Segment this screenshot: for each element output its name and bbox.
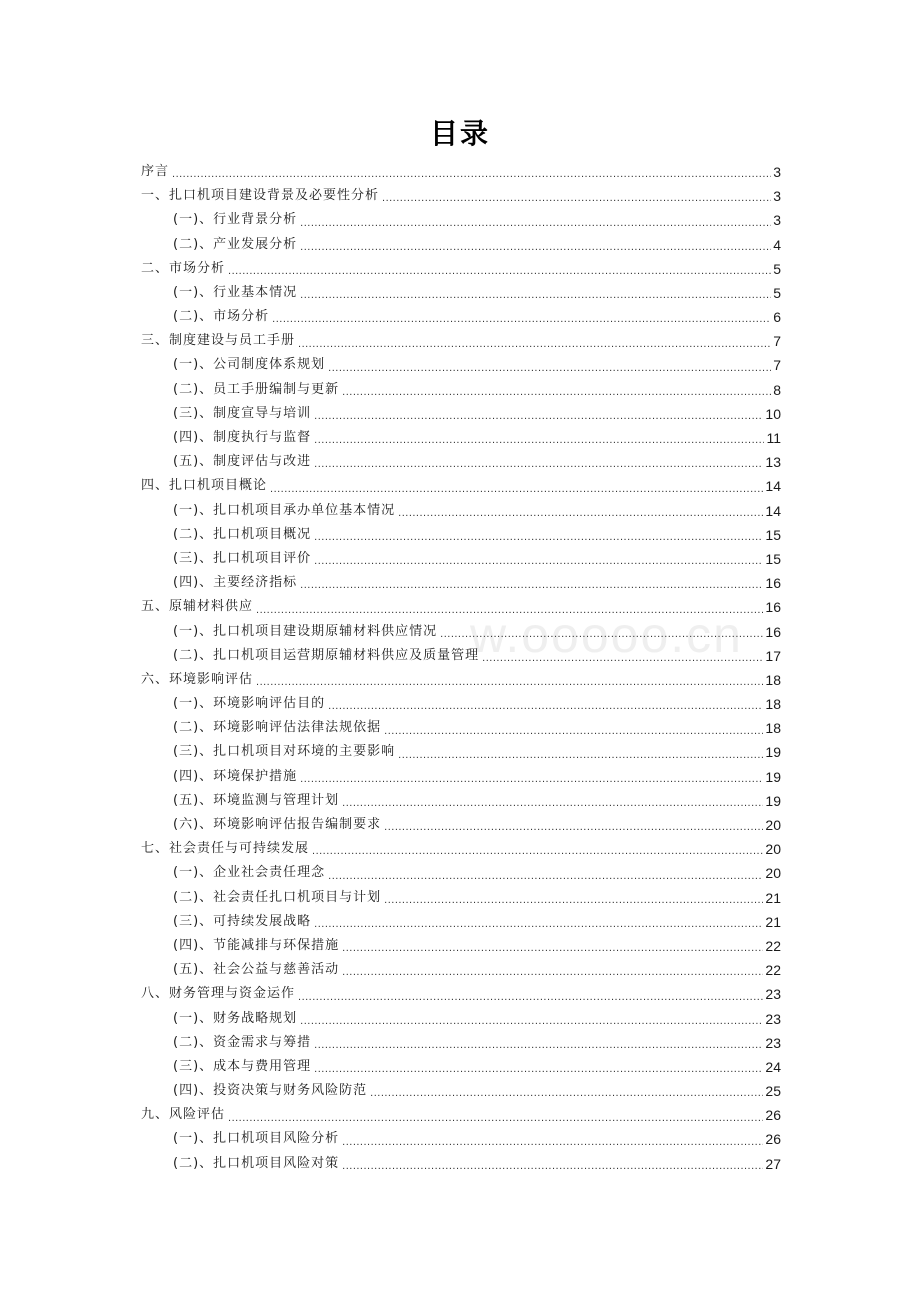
toc-entry-label: (五)、制度评估与改进: [173, 454, 312, 470]
toc-entry-page-number: 3: [773, 188, 781, 205]
toc-entry-label: (二)、市场分析: [173, 309, 270, 325]
toc-entry[interactable]: [141, 160, 781, 184]
table-of-contents: [141, 160, 781, 1176]
toc-entry[interactable]: [141, 1055, 781, 1079]
toc-entry-label: 五、原辅材料供应: [141, 599, 254, 615]
toc-entry-label: (三)、制度宣导与培训: [173, 405, 312, 421]
toc-entry[interactable]: [141, 257, 781, 281]
toc-entry-page-number: 23: [765, 1010, 781, 1027]
toc-entry-page-number: 21: [765, 889, 781, 906]
toc-entry-page-number: 16: [765, 623, 781, 640]
toc-leader-dots: [342, 1132, 763, 1152]
toc-leader-dots: [384, 817, 763, 837]
toc-entry-page-number: 10: [765, 405, 781, 422]
toc-leader-dots: [228, 1108, 763, 1128]
toc-entry-page-number: 14: [765, 478, 781, 495]
toc-entry[interactable]: [141, 233, 781, 257]
toc-entry-page-number: 20: [765, 865, 781, 882]
toc-leader-dots: [398, 503, 763, 523]
toc-entry-label: (四)、制度执行与监督: [173, 430, 312, 446]
toc-entry-label: 四、扎口机项目概论: [141, 478, 268, 494]
toc-entry[interactable]: [141, 886, 781, 910]
toc-leader-dots: [398, 745, 763, 765]
toc-entry[interactable]: [141, 1103, 781, 1127]
toc-entry[interactable]: [141, 1031, 781, 1055]
toc-entry-label: 七、社会责任与可持续发展: [141, 841, 310, 857]
toc-entry-label: 一、扎口机项目建设背景及必要性分析: [141, 188, 380, 204]
toc-entry-page-number: 5: [773, 284, 781, 301]
toc-entry-label: (三)、成本与费用管理: [173, 1058, 312, 1074]
toc-leader-dots: [342, 793, 763, 813]
toc-entry[interactable]: [141, 499, 781, 523]
toc-entry-page-number: 18: [765, 696, 781, 713]
toc-leader-dots: [300, 213, 771, 233]
toc-leader-dots: [270, 479, 763, 499]
toc-entry-page-number: 4: [773, 236, 781, 253]
toc-leader-dots: [314, 406, 763, 426]
toc-leader-dots: [314, 430, 764, 450]
toc-entry[interactable]: [141, 329, 781, 353]
toc-entry[interactable]: [141, 668, 781, 692]
toc-entry-label: (一)、行业基本情况: [173, 284, 298, 300]
toc-entry-page-number: 19: [765, 768, 781, 785]
toc-entry[interactable]: [141, 934, 781, 958]
watermark: w.ooooo.cn: [470, 607, 743, 663]
toc-entry-label: (二)、扎口机项目运营期原辅材料供应及质量管理: [173, 647, 480, 663]
toc-leader-dots: [272, 309, 771, 329]
toc-entry-page-number: 8: [773, 381, 781, 398]
toc-leader-dots: [256, 672, 763, 692]
toc-entry-label: (二)、扎口机项目风险对策: [173, 1155, 340, 1171]
toc-leader-dots: [298, 334, 771, 354]
toc-entry[interactable]: [141, 644, 781, 668]
toc-entry-label: (四)、主要经济指标: [173, 575, 298, 591]
toc-entry-label: (二)、社会责任扎口机项目与计划: [173, 889, 382, 905]
toc-entry[interactable]: [141, 837, 781, 861]
toc-entry[interactable]: [141, 378, 781, 402]
toc-entry-label: (五)、社会公益与慈善活动: [173, 962, 340, 978]
toc-entry[interactable]: [141, 547, 781, 571]
toc-entry[interactable]: [141, 208, 781, 232]
toc-entry[interactable]: [141, 184, 781, 208]
toc-entry-page-number: 17: [765, 647, 781, 664]
toc-entry-page-number: 15: [765, 550, 781, 567]
toc-leader-dots: [314, 454, 763, 474]
toc-entry-page-number: 26: [765, 1131, 781, 1148]
toc-entry-label: (一)、环境影响评估目的: [173, 696, 326, 712]
toc-entry-page-number: 18: [765, 720, 781, 737]
toc-entry-page-number: 19: [765, 744, 781, 761]
toc-entry-page-number: 20: [765, 817, 781, 834]
toc-entry-label: (四)、投资决策与财务风险防范: [173, 1083, 368, 1099]
toc-leader-dots: [382, 188, 771, 208]
toc-entry[interactable]: [141, 982, 781, 1006]
toc-entry-label: (一)、企业社会责任理念: [173, 865, 326, 881]
toc-entry-label: 九、风险评估: [141, 1107, 226, 1123]
toc-leader-dots: [384, 721, 763, 741]
toc-entry[interactable]: [141, 354, 781, 378]
toc-leader-dots: [256, 600, 763, 620]
toc-entry[interactable]: [141, 281, 781, 305]
toc-entry[interactable]: [141, 789, 781, 813]
toc-leader-dots: [370, 1083, 763, 1103]
toc-entry[interactable]: [141, 1128, 781, 1152]
toc-leader-dots: [172, 164, 771, 184]
toc-entry-label: (三)、扎口机项目评价: [173, 550, 312, 566]
toc-entry-page-number: 3: [773, 212, 781, 229]
toc-entry-page-number: 7: [773, 357, 781, 374]
toc-entry[interactable]: [141, 450, 781, 474]
toc-entry-page-number: 22: [765, 962, 781, 979]
toc-entry[interactable]: [141, 813, 781, 837]
toc-leader-dots: [314, 1035, 763, 1055]
toc-leader-dots: [328, 866, 763, 886]
toc-entry-label: (一)、财务战略规划: [173, 1010, 298, 1026]
toc-entry-label: 六、环境影响评估: [141, 671, 254, 687]
toc-entry[interactable]: [141, 426, 781, 450]
toc-entry-page-number: 22: [765, 937, 781, 954]
toc-entry-page-number: 20: [765, 841, 781, 858]
toc-entry-page-number: 23: [765, 1034, 781, 1051]
toc-entry[interactable]: [141, 620, 781, 644]
toc-entry-page-number: 24: [765, 1058, 781, 1075]
toc-entry-page-number: 26: [765, 1107, 781, 1124]
toc-leader-dots: [300, 575, 763, 595]
toc-entry[interactable]: [141, 571, 781, 595]
toc-entry-label: (五)、环境监测与管理计划: [173, 792, 340, 808]
toc-entry-label: (三)、扎口机项目对环境的主要影响: [173, 744, 396, 760]
toc-leader-dots: [314, 1059, 763, 1079]
toc-entry-page-number: 27: [765, 1155, 781, 1172]
toc-leader-dots: [342, 938, 763, 958]
toc-leader-dots: [314, 914, 763, 934]
toc-leader-dots: [300, 285, 771, 305]
toc-entry-page-number: 18: [765, 671, 781, 688]
toc-entry-label: (三)、可持续发展战略: [173, 913, 312, 929]
toc-entry-page-number: 19: [765, 792, 781, 809]
toc-leader-dots: [312, 841, 763, 861]
toc-leader-dots: [328, 696, 763, 716]
toc-entry-label: 八、财务管理与资金运作: [141, 986, 296, 1002]
toc-entry-page-number: 11: [766, 430, 781, 447]
toc-entry-label: 序言: [141, 163, 170, 179]
toc-entry-label: (一)、扎口机项目风险分析: [173, 1131, 340, 1147]
toc-leader-dots: [384, 890, 763, 910]
toc-leader-dots: [314, 527, 763, 547]
toc-entry[interactable]: [141, 595, 781, 619]
toc-entry[interactable]: [141, 1079, 781, 1103]
toc-leader-dots: [342, 1156, 763, 1176]
toc-entry[interactable]: [141, 692, 781, 716]
toc-leader-dots: [314, 551, 763, 571]
toc-leader-dots: [300, 769, 763, 789]
toc-entry-page-number: 16: [765, 575, 781, 592]
toc-entry-label: (一)、行业背景分析: [173, 212, 298, 228]
toc-entry-label: (一)、扎口机项目承办单位基本情况: [173, 502, 396, 518]
toc-entry-page-number: 15: [765, 526, 781, 543]
toc-leader-dots: [440, 624, 763, 644]
toc-entry-page-number: 5: [773, 260, 781, 277]
toc-leader-dots: [328, 358, 771, 378]
toc-entry-page-number: 6: [773, 309, 781, 326]
toc-entry[interactable]: [141, 523, 781, 547]
toc-entry-page-number: 13: [765, 454, 781, 471]
toc-entry-page-number: 16: [765, 599, 781, 616]
toc-entry[interactable]: [141, 741, 781, 765]
toc-leader-dots: [482, 648, 763, 668]
toc-leader-dots: [300, 237, 771, 257]
toc-entry-page-number: 7: [773, 333, 781, 350]
toc-entry-label: 三、制度建设与员工手册: [141, 333, 296, 349]
toc-entry-label: (二)、产业发展分析: [173, 236, 298, 252]
toc-entry[interactable]: [141, 1007, 781, 1031]
toc-entry[interactable]: [141, 474, 781, 498]
toc-entry-page-number: 23: [765, 986, 781, 1003]
toc-entry[interactable]: [141, 910, 781, 934]
toc-entry[interactable]: [141, 958, 781, 982]
toc-entry[interactable]: [141, 765, 781, 789]
toc-entry-page-number: 21: [765, 913, 781, 930]
toc-leader-dots: [342, 382, 771, 402]
toc-entry-label: (四)、节能减排与环保措施: [173, 937, 340, 953]
toc-entry-label: 二、市场分析: [141, 260, 226, 276]
toc-entry-label: (一)、扎口机项目建设期原辅材料供应情况: [173, 623, 438, 639]
toc-leader-dots: [342, 962, 763, 982]
toc-entry-page-number: 25: [765, 1083, 781, 1100]
toc-leader-dots: [298, 987, 763, 1007]
toc-entry[interactable]: [141, 861, 781, 885]
toc-entry-label: (一)、公司制度体系规划: [173, 357, 326, 373]
toc-leader-dots: [228, 261, 771, 281]
toc-entry-label: (二)、环境影响评估法律法规依据: [173, 720, 382, 736]
toc-entry[interactable]: [141, 305, 781, 329]
toc-entry-label: (二)、员工手册编制与更新: [173, 381, 340, 397]
page-title: 目录: [429, 117, 490, 150]
toc-entry-label: (六)、环境影响评估报告编制要求: [173, 817, 382, 833]
toc-entry[interactable]: [141, 402, 781, 426]
toc-entry-label: (四)、环境保护措施: [173, 768, 298, 784]
toc-entry-page-number: 3: [773, 163, 781, 180]
toc-entry[interactable]: [141, 716, 781, 740]
toc-entry-page-number: 14: [765, 502, 781, 519]
toc-entry-label: (二)、扎口机项目概况: [173, 526, 312, 542]
toc-entry[interactable]: [141, 1152, 781, 1176]
toc-entry-label: (二)、资金需求与筹措: [173, 1034, 312, 1050]
toc-leader-dots: [300, 1011, 763, 1031]
